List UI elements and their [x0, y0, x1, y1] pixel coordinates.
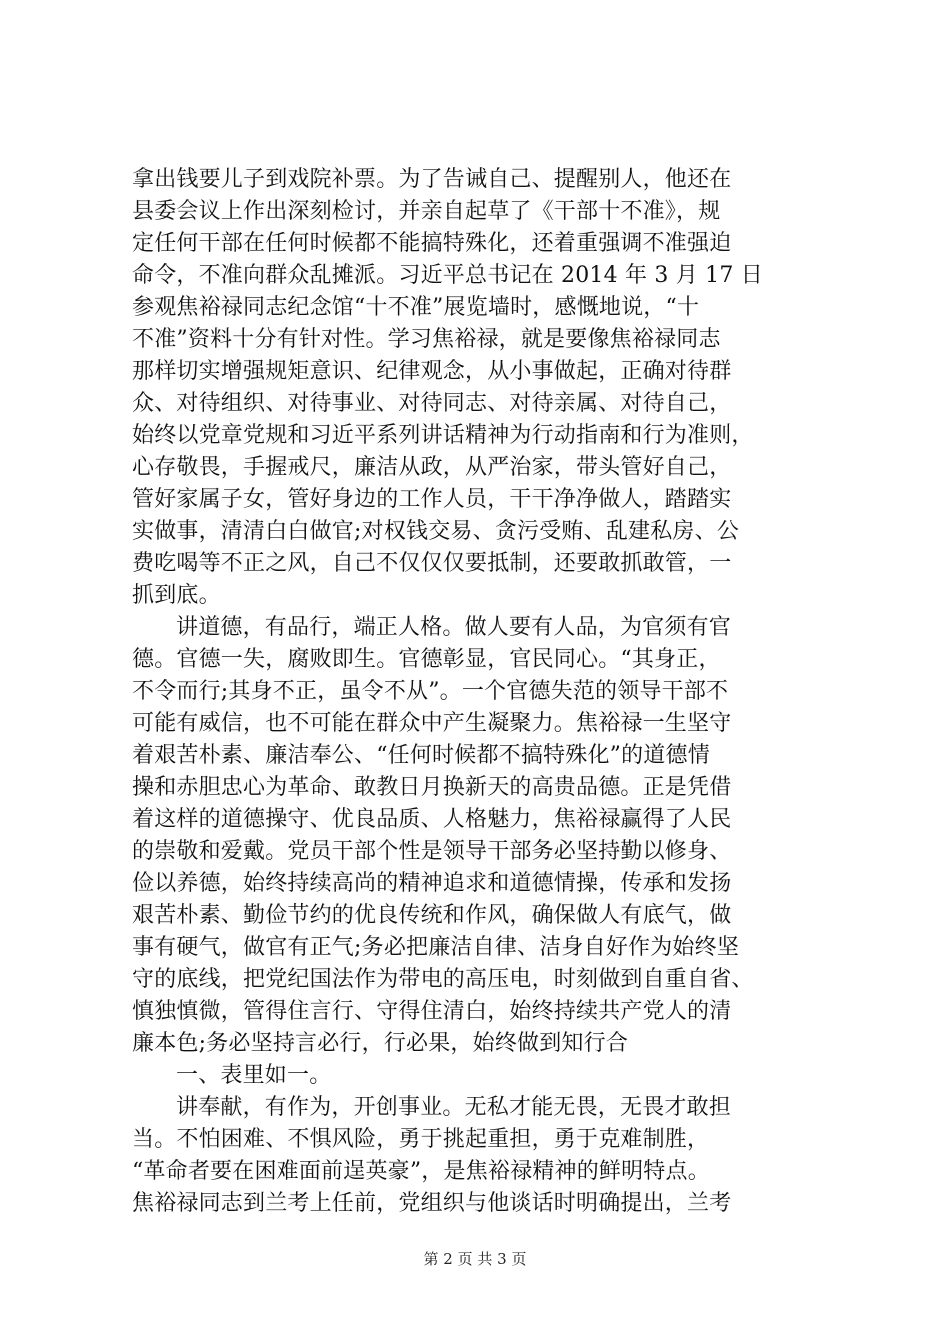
text-line: 当。不怕困难、不惧风险，勇于挑起重担，勇于克难制胜， [132, 1127, 710, 1152]
text-line: 廉本色;务必坚持言必行，行必果，始终做到知行合 [132, 1031, 629, 1056]
text-line: 讲道德，有品行，端正人格。做人要有人品，为官须有官 [176, 615, 732, 640]
text-line: 讲奉献，有作为，开创事业。无私才能无畏，无畏才敢担 [176, 1095, 732, 1120]
document-body [132, 164, 832, 1220]
text-line: 众、对待组织、对待事业、对待同志、对待亲属、对待自己， [132, 391, 732, 416]
text-line: 抓到底。 [132, 583, 221, 608]
text-line: 操和赤胆忠心为革命、敢教日月换新天的高贵品德。正是凭借 [132, 775, 732, 800]
text-line: 着这样的道德操守、优良品质、人格魅力，焦裕禄赢得了人民 [132, 807, 732, 832]
text-line: 可能有威信，也不可能在群众中产生凝聚力。焦裕禄一生坚守 [132, 711, 732, 736]
text-line: 一、表里如一。 [176, 1063, 332, 1088]
text-line: 不令而行;其身不正，虽令不从”。一个官德失范的领导干部不 [132, 679, 729, 704]
text-line: 俭以养德，始终持续高尚的精神追求和道德情操，传承和发扬 [132, 871, 732, 896]
text-line: 焦裕禄同志到兰考上任前，党组织与他谈话时明确提出，兰考 [132, 1191, 732, 1216]
text-line: 守的底线，把党纪国法作为带电的高压电，时刻做到自重自省、 [132, 967, 754, 992]
text-line: 费吃喝等不正之风，自己不仅仅仅要抵制，还要敢抓敢管，一 [132, 551, 732, 576]
text-line: 始终以党章党规和习近平系列讲话精神为行动指南和行为准则， [132, 423, 754, 448]
text-line: 心存敬畏，手握戒尺，廉洁从政，从严治家，带头管好自己， [132, 455, 732, 480]
text-line: 不准”资料十分有针对性。学习焦裕禄，就是要像焦裕禄同志 [132, 327, 721, 352]
text-line: 艰苦朴素、勤俭节约的优良传统和作风，确保做人有底气，做 [132, 903, 732, 928]
text-line: 拿出钱要儿子到戏院补票。为了告诫自己、提醒别人，他还在 [132, 167, 732, 192]
text-line: 管好家属子女，管好身边的工作人员，干干净净做人，踏踏实 [132, 487, 732, 512]
text-line: 慎独慎微，管得住言行、守得住清白，始终持续共产党人的清 [132, 999, 732, 1024]
text-line: 县委会议上作出深刻检讨，并亲自起草了《干部十不准》，规 [132, 199, 721, 224]
text-line: 的崇敬和爱戴。党员干部个性是领导干部务必坚持勤以修身、 [132, 839, 732, 864]
page-footer: 第 2 页 共 3 页 [423, 1250, 527, 1268]
text-line: 参观焦裕禄同志纪念馆“十不准”展览墙时，感慨地说，“十 [132, 295, 700, 320]
text-line: 命令，不准向群众乱摊派。习近平总书记在 2014 年 3 月 17 日 [132, 263, 763, 288]
text-line: 着艰苦朴素、廉洁奉公、“任何时候都不搞特殊化”的道德情 [132, 743, 710, 768]
text-line: 德。官德一失，腐败即生。官德彰显，官民同心。“其身正， [132, 647, 721, 672]
text-line: “革命者要在困难面前逞英豪”，是焦裕禄精神的鲜明特点。 [132, 1159, 710, 1184]
text-line: 那样切实增强规矩意识、纪律观念，从小事做起，正确对待群 [132, 359, 732, 384]
text-line: 定任何干部在任何时候都不能搞特殊化，还着重强调不准强迫 [132, 231, 732, 256]
text-line: 实做事，清清白白做官;对权钱交易、贪污受贿、乱建私房、公 [132, 519, 740, 544]
text-line: 事有硬气，做官有正气;务必把廉洁自律、洁身自好作为始终坚 [132, 935, 740, 960]
